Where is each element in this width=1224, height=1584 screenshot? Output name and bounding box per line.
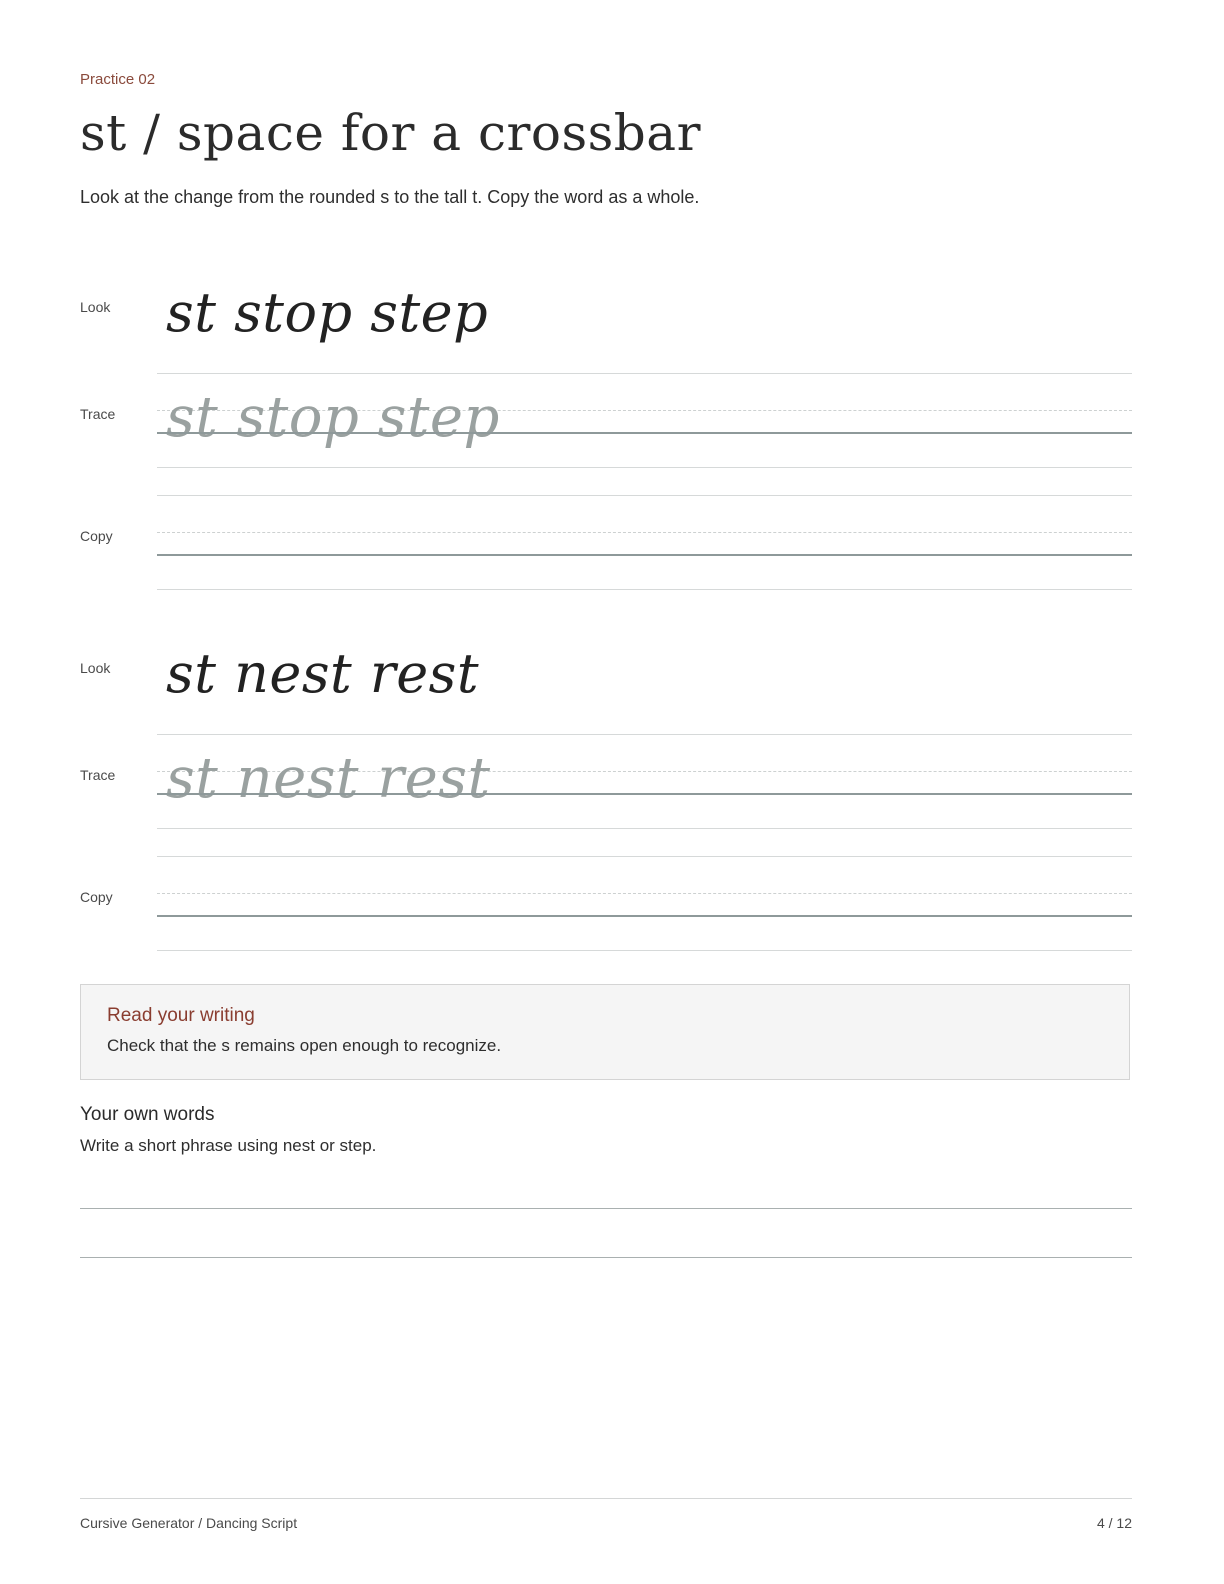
instructions: Look at the change from the rounded s to the tall t. Copy the word as a whole. [80, 187, 700, 207]
callout-title: Read your writing [107, 1005, 255, 1026]
writing-line-2[interactable] [80, 1257, 1132, 1258]
callout-body: Check that the s remains open enough to recognize. [107, 1036, 502, 1055]
footer-divider [80, 1498, 1132, 1499]
own-words-instructions: Write a short phrase using nest or step. [80, 1136, 377, 1155]
tip-callout [80, 984, 1130, 1080]
copy-guide-line-top[interactable] [157, 856, 1132, 857]
own-words-heading: Your own words [80, 1104, 215, 1125]
look-sample: st nest rest [166, 642, 480, 705]
copy-label: Copy [80, 889, 113, 905]
trace-sample: st stop step [166, 385, 500, 450]
copy-guide-line-baseline[interactable] [157, 915, 1132, 917]
copy-guide-line-top[interactable] [157, 495, 1132, 496]
copy-guide-line-midline[interactable] [157, 893, 1132, 894]
trace-sample: st nest rest [166, 746, 491, 811]
page-title: st / space for a crossbar [80, 104, 701, 162]
look-sample: st stop step [166, 281, 489, 344]
trace-label: Trace [80, 767, 116, 783]
practice-number: Practice 02 [80, 71, 156, 88]
copy-guide-line-baseline[interactable] [157, 554, 1132, 556]
footer-source: Cursive Generator / Dancing Script [80, 1515, 298, 1531]
copy-guide-line-midline[interactable] [157, 532, 1132, 533]
trace-label: Trace [80, 406, 116, 422]
guide-line-baseline [157, 432, 1132, 434]
look-label: Look [80, 660, 111, 676]
guide-line-descender [157, 828, 1132, 829]
guide-line-top [157, 734, 1132, 735]
guide-line-descender [157, 467, 1132, 468]
writing-line-1[interactable] [80, 1208, 1132, 1209]
copy-guide-line-descender[interactable] [157, 950, 1132, 951]
guide-line-top [157, 373, 1132, 374]
copy-guide-line-descender[interactable] [157, 589, 1132, 590]
look-label: Look [80, 299, 111, 315]
page-number: 4 / 12 [1096, 1515, 1132, 1531]
copy-label: Copy [80, 528, 113, 544]
guide-line-baseline [157, 793, 1132, 795]
